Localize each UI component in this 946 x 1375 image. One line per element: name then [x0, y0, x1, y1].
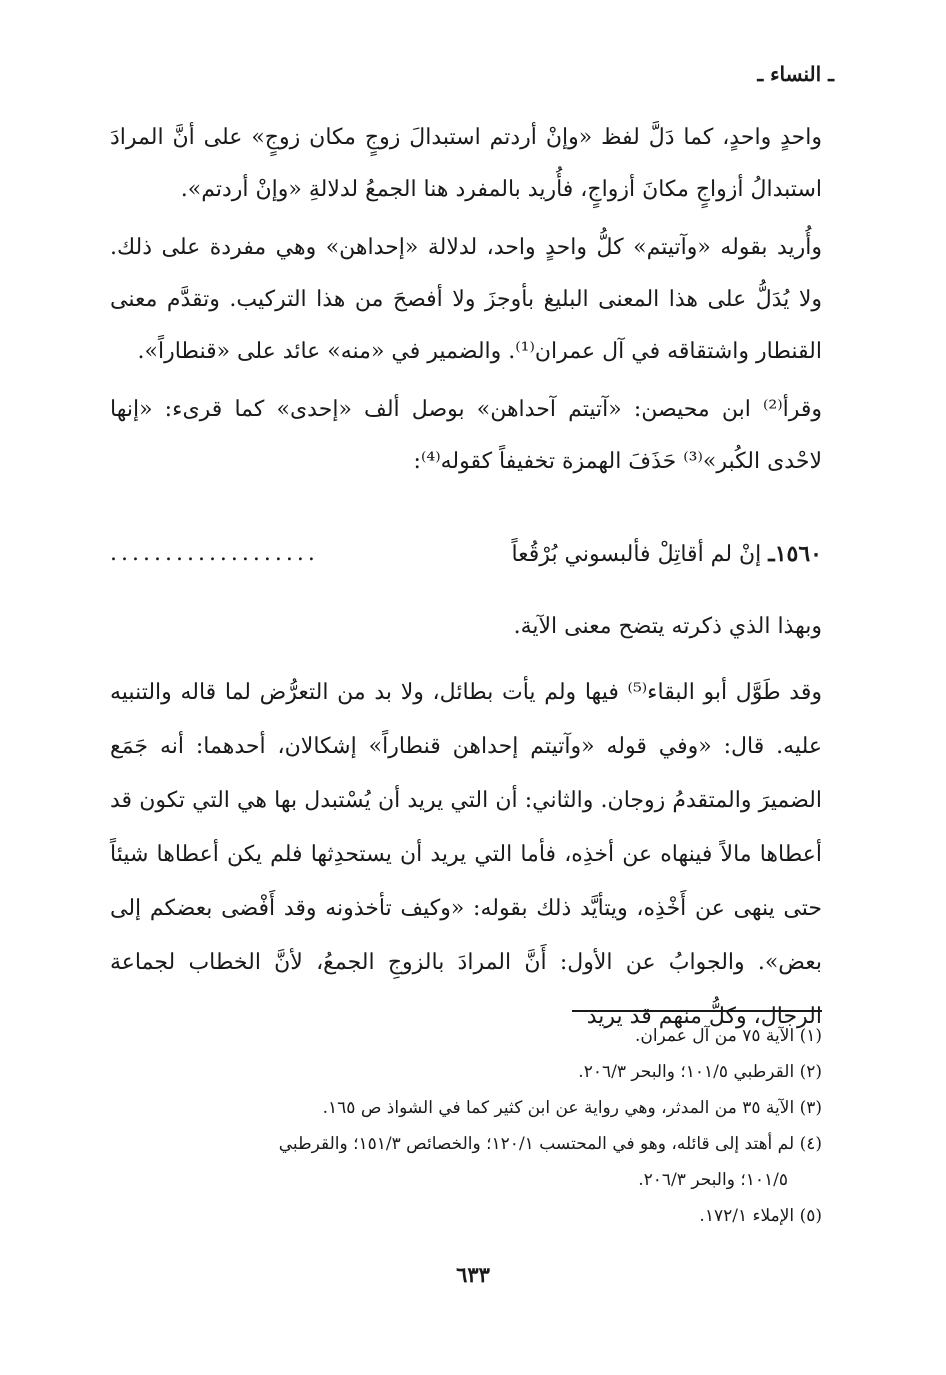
footnote-mark: (١) [799, 1026, 822, 1046]
main-text-top [110, 112, 822, 488]
verse-number: ١٥٦٠ـ [768, 541, 822, 567]
footnote-text: الإملاء ١٧٢/١. [699, 1206, 795, 1226]
footnotes [110, 1018, 822, 1234]
verse-ellipsis: ................... [110, 541, 319, 566]
footnote-2 [110, 1054, 822, 1090]
verse-text: إنْ لم أقاتِلْ فألبسوني بُرْقُعاً [511, 542, 762, 567]
footnote-3 [110, 1090, 822, 1126]
paragraph-5: وقد طَوَّل أبو البقاء⁽⁵⁾ فيها ولم يأت بطائل، ولا بد من التعرُّض لما قاله والتنبيه عليه. قال: «وفي قوله «وآتيتم إحداهن قنطاراً» إشكالان، أحدهما: أنه جَمَع الضميرَ والمتقدمُ زوجان. والثاني: أن التي يريد أن يُسْتبدل بها هي التي تكون قد أعطاها مالاً فينهاه عن أخذِه، فأما التي يريد أن يستحدِثها فلم يكن أعطاها شيئاً حتى ينهى عن أَخْذِه، ويتأيَّد ذلك بقوله: «وكيف تأخذونه وقد أَفْضى بعضكم إلى بعض». والجوابُ عن الأول: أَنَّ المرادَ بالزوجِ الجمعُ، لأنَّ الخطاب لجماعة الرجال، وكلُّ منهم قد يريد [110, 680, 822, 1029]
footnote-text: ١٠١/٥؛ والبحر ٢٠٦/٣. [638, 1170, 788, 1190]
footnote-text: لم أهتد إلى قائله، وهو في المحتسب ١٢٠/١؛ والخصائص ١٥١/٣؛ والقرطبي [278, 1134, 795, 1154]
footnote-text: القرطبي ١٠١/٥؛ والبحر ٢٠٦/٣. [578, 1062, 795, 1082]
paragraph-2: وأُريد بقوله «وآتيتم» كلُّ واحدٍ واحد، لدلالة «إحداهن» وهي مفردة على ذلك. ولا يُدَلُّ على هذا المعنى البليغ بأوجزَ ولا أفصحَ من هذا التركيب. وتقدَّم معنى القنطار واشتقاقه في آل عمران⁽¹⁾. والضمير في «منه» عائد على «قنطاراً». [110, 235, 822, 364]
paragraph-3: وقرأ⁽²⁾ ابن محيصن: «آتيتم آحداهن» بوصل ألف «إحدى» كما قرىء: «إنها لاحْدى الكُبر»⁽³⁾ حَذَفَ الهمزة تخفيفاً كقوله⁽⁴⁾: [110, 397, 822, 474]
footnote-text: الآية ٧٥ من آل عمران. [634, 1026, 795, 1046]
footnote-mark: (٣) [799, 1098, 822, 1118]
footnote-mark: (٤) [799, 1134, 822, 1154]
running-header: ـ النساء ـ [757, 62, 834, 86]
footnote-5 [110, 1198, 822, 1234]
footnote-1 [110, 1018, 822, 1054]
footnote-mark: (٥) [799, 1206, 822, 1226]
main-text-bottom [110, 600, 822, 1044]
footnote-text: الآية ٣٥ من المدثر، وهي رواية عن ابن كثير كما في الشواذ ص ١٦٥. [322, 1098, 795, 1118]
footnote-4 [110, 1126, 822, 1162]
footnote-divider [572, 1010, 822, 1012]
footnote-mark: (٢) [799, 1062, 822, 1082]
page-number: ٦٣٣ [456, 1262, 490, 1287]
poetry-verse [110, 528, 822, 581]
paragraph-1: واحدٍ واحدٍ، كما دَلَّ لفظ «وإنْ أردتم استبدالَ زوجٍ مكان زوجٍ» على أنَّ المرادَ استبدالُ أزواجٍ مكانَ أزواجٍ، فأُريد بالمفرد هنا الجمعُ لدلالةِ «وإنْ أردتم». [110, 125, 822, 202]
paragraph-4: وبهذا الذي ذكرته يتضح معنى الآية. [513, 614, 822, 639]
footnote-4-continuation [110, 1162, 822, 1198]
